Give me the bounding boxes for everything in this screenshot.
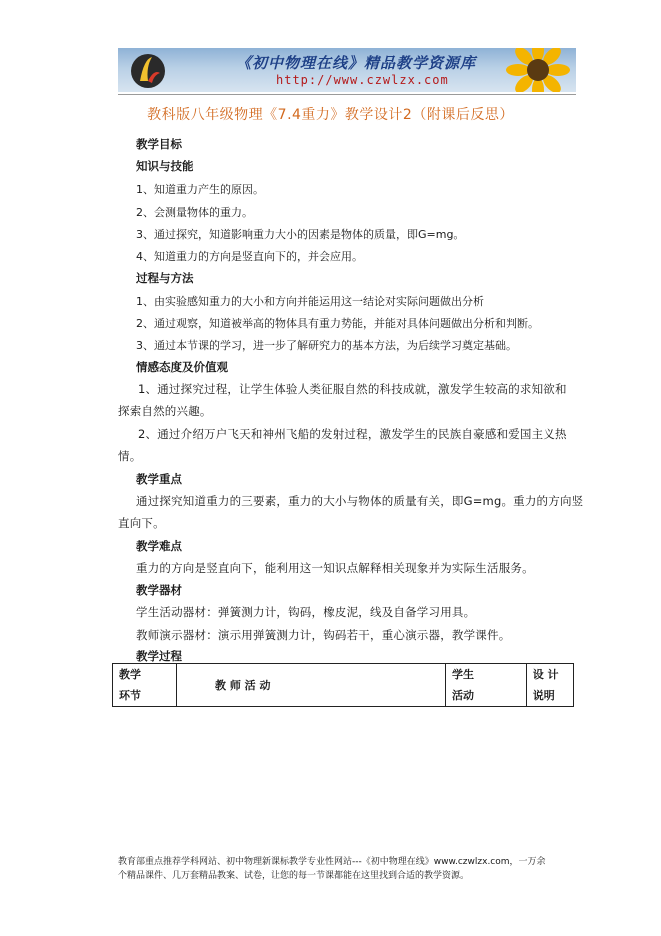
- attitude-item: 2、通过介绍万户飞天和神州飞船的发射过程，激发学生的民族自豪感和爱国主义热: [138, 427, 567, 441]
- procedure-heading: 教学过程: [136, 649, 182, 663]
- attitude-heading: 情感态度及价值观: [136, 360, 228, 374]
- table-cell-student: [445, 664, 526, 707]
- procedure-table: [112, 663, 574, 707]
- cell-line: 教学: [119, 668, 141, 681]
- equipment-teacher: 教师演示器材：演示用弹簧测力计，钩码若干，重心演示器，教学课件。: [136, 628, 511, 642]
- attitude-item-cont: 探索自然的兴趣。: [118, 404, 212, 418]
- table-header-row: [113, 664, 574, 707]
- key-heading: 教学重点: [136, 472, 182, 486]
- footer-line: 个精品课件、几万套精品教案、试卷，让您的每一节课都能在这里找到合适的教学资源。: [118, 871, 470, 881]
- document-title: 教科版八年级物理《7.4重力》教学设计2（附课后反思）: [147, 107, 514, 123]
- knowledge-item: 2、会测量物体的重力。: [136, 206, 253, 219]
- process-item: 3、通过本节课的学习，进一步了解研究力的基本方法，为后续学习奠定基础。: [136, 339, 517, 352]
- equipment-student: 学生活动器材：弹簧测力计，钩码，橡皮泥，线及自备学习用具。: [136, 605, 476, 619]
- key-text: 通过探究知道重力的三要素，重力的大小与物体的质量有关，即G=mg。重力的方向竖: [136, 494, 584, 508]
- cell-line: 环节: [119, 689, 141, 702]
- site-logo-icon: [128, 51, 168, 91]
- banner-title: 《初中物理在线》精品教学资源库: [236, 54, 477, 72]
- process-item: 1、由实验感知重力的大小和方向并能运用这一结论对实际问题做出分析: [136, 295, 484, 308]
- table-cell-stage: [113, 664, 177, 707]
- cell-line: 说明: [532, 689, 555, 702]
- header-divider: [118, 94, 576, 95]
- difficulty-text: 重力的方向是竖直向下，能利用这一知识点解释相关现象并为实际生活服务。: [136, 561, 534, 575]
- banner-url[interactable]: http://www.czwlzx.com: [276, 73, 449, 87]
- header-banner: [118, 48, 576, 92]
- difficulty-heading: 教学难点: [136, 539, 182, 553]
- knowledge-heading: 知识与技能: [136, 159, 194, 173]
- objectives-heading: 教学目标: [136, 137, 182, 151]
- attitude-item: 1、通过探究过程，让学生体验人类征服自然的科技成就，激发学生较高的求知欲和: [138, 382, 567, 396]
- knowledge-item: 3、通过探究，知道影响重力大小的因素是物体的质量，即G=mg。: [136, 228, 465, 241]
- table-cell-design: [526, 664, 573, 707]
- cell-line: 学生: [451, 668, 474, 681]
- footer: [118, 855, 578, 883]
- table-cell-teacher: 教 师 活 动: [176, 664, 445, 707]
- key-text-cont: 直向下。: [118, 516, 165, 530]
- knowledge-item: 1、知道重力产生的原因。: [136, 183, 264, 196]
- process-heading: 过程与方法: [136, 271, 194, 285]
- knowledge-item: 4、知道重力的方向是竖直向下的，并会应用。: [136, 250, 363, 263]
- attitude-item-cont: 情。: [118, 449, 142, 463]
- cell-line: 设 计: [532, 668, 559, 681]
- cell-line: 活动: [451, 689, 474, 702]
- equipment-heading: 教学器材: [136, 583, 182, 597]
- sunflower-icon: [500, 48, 570, 92]
- footer-line: 教育部重点推荐学科网站、初中物理新课标教学专业性网站---《初中物理在线》www.czwlzx.com，一万余: [118, 857, 546, 867]
- process-item: 2、通过观察，知道被举高的物体具有重力势能，并能对具体问题做出分析和判断。: [136, 317, 539, 330]
